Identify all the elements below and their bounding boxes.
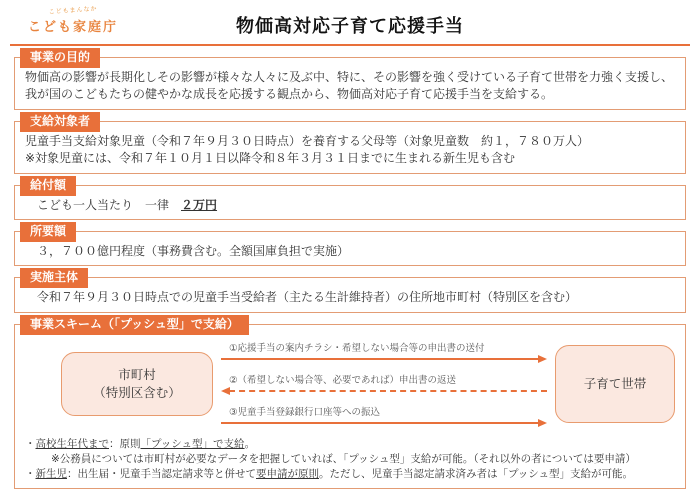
municipality-node-line1: 市町村 [118,367,156,383]
section-scheme-label: 事業スキーム（「プッシュ型」で支給） [20,315,249,335]
section-implementer [14,270,686,312]
section-purpose-label: 事業の目的 [20,48,100,68]
section-benefit [14,177,686,220]
municipality-node [61,352,213,416]
benefit-prefix: こども一人当たり 一律 [37,197,182,212]
flow-step-2-label: ②（希望しない場合等、必要であれば）申出書の返送 [229,374,457,386]
section-implementer-body: 令和７年９月３０日時点での児童手当受給者（主たる生計維持者）の住所地市町村（特別区を含む） [37,290,578,305]
section-budget-body: ３，７００億円程度（事務費含む。全額国庫負担で実施） [37,243,350,258]
household-node-label: 子育て世帯 [583,375,647,391]
scheme-notes [23,437,677,483]
section-scheme [14,316,686,489]
flow-step-3-label: ③児童手当登録銀行口座等への振込 [229,406,381,418]
left-dashed-arrow-icon [221,387,547,396]
flow-step-1-label: ①応援手当の案内チラシ・希望しない場合等の申出書の送付 [229,342,485,354]
section-recipients-line2: ※対象児童には、令和７年１０月１日以降令和８年３月３１日までに生まれる新生児も含む [25,151,516,166]
section-recipients-line1: 児童手当支給対象児童（令和７年９月３０日時点）を養育する父母等（対象児童数 約１，７８０万人） [25,133,590,148]
household-node [555,345,675,423]
flow-step-1 [221,340,547,364]
section-recipients [14,113,686,174]
section-recipients-label: 支給対象者 [20,112,100,132]
right-arrow-icon [221,355,547,364]
benefit-amount: ２万円 [181,197,218,212]
section-purpose-body: 物価高の影響が長期化しその影響が様々な人々に及ぶ中、特に、その影響を強く受けている子育て世帯を力強く支援し、我が国のこどもたちの健やかな成長を応援する観点から、物価高対応子育て応援手当を支給する。 [25,70,674,102]
logo-slogan: こどもまんなか [48,5,98,16]
municipality-node-line2: （特別区含む） [93,384,181,400]
page-header [10,0,690,46]
scheme-flows [213,340,555,428]
note-public-servant: ※公務員については市町村が必要なデータを把握していれば、「プッシュ型」支給が可能。（それ以外の者については要申請） [51,452,636,465]
right-arrow-icon [221,419,547,428]
section-implementer-label: 実施主体 [20,268,88,288]
note-newborn: ・新生児：出生届・児童手当認定請求等と併せて要申請が原則。ただし、児童手当認定請求済み者は「プッシュ型」支給が可能。 [25,468,634,481]
note-highschool: ・高校生年代まで：原則「プッシュ型」で支給。 [25,437,256,450]
flow-step-3 [221,404,547,428]
section-benefit-label: 給付額 [20,176,76,196]
flow-step-2 [221,372,547,396]
agency-name: こども家庭庁 [28,20,119,35]
section-benefit-body [25,197,675,214]
section-budget [14,223,686,266]
section-purpose [14,50,686,110]
section-budget-label: 所要額 [20,222,76,242]
agency-logo [28,5,118,35]
document-body [0,50,700,489]
scheme-diagram [23,337,677,429]
page-title: 物価高対応子育て応援手当 [236,16,464,37]
